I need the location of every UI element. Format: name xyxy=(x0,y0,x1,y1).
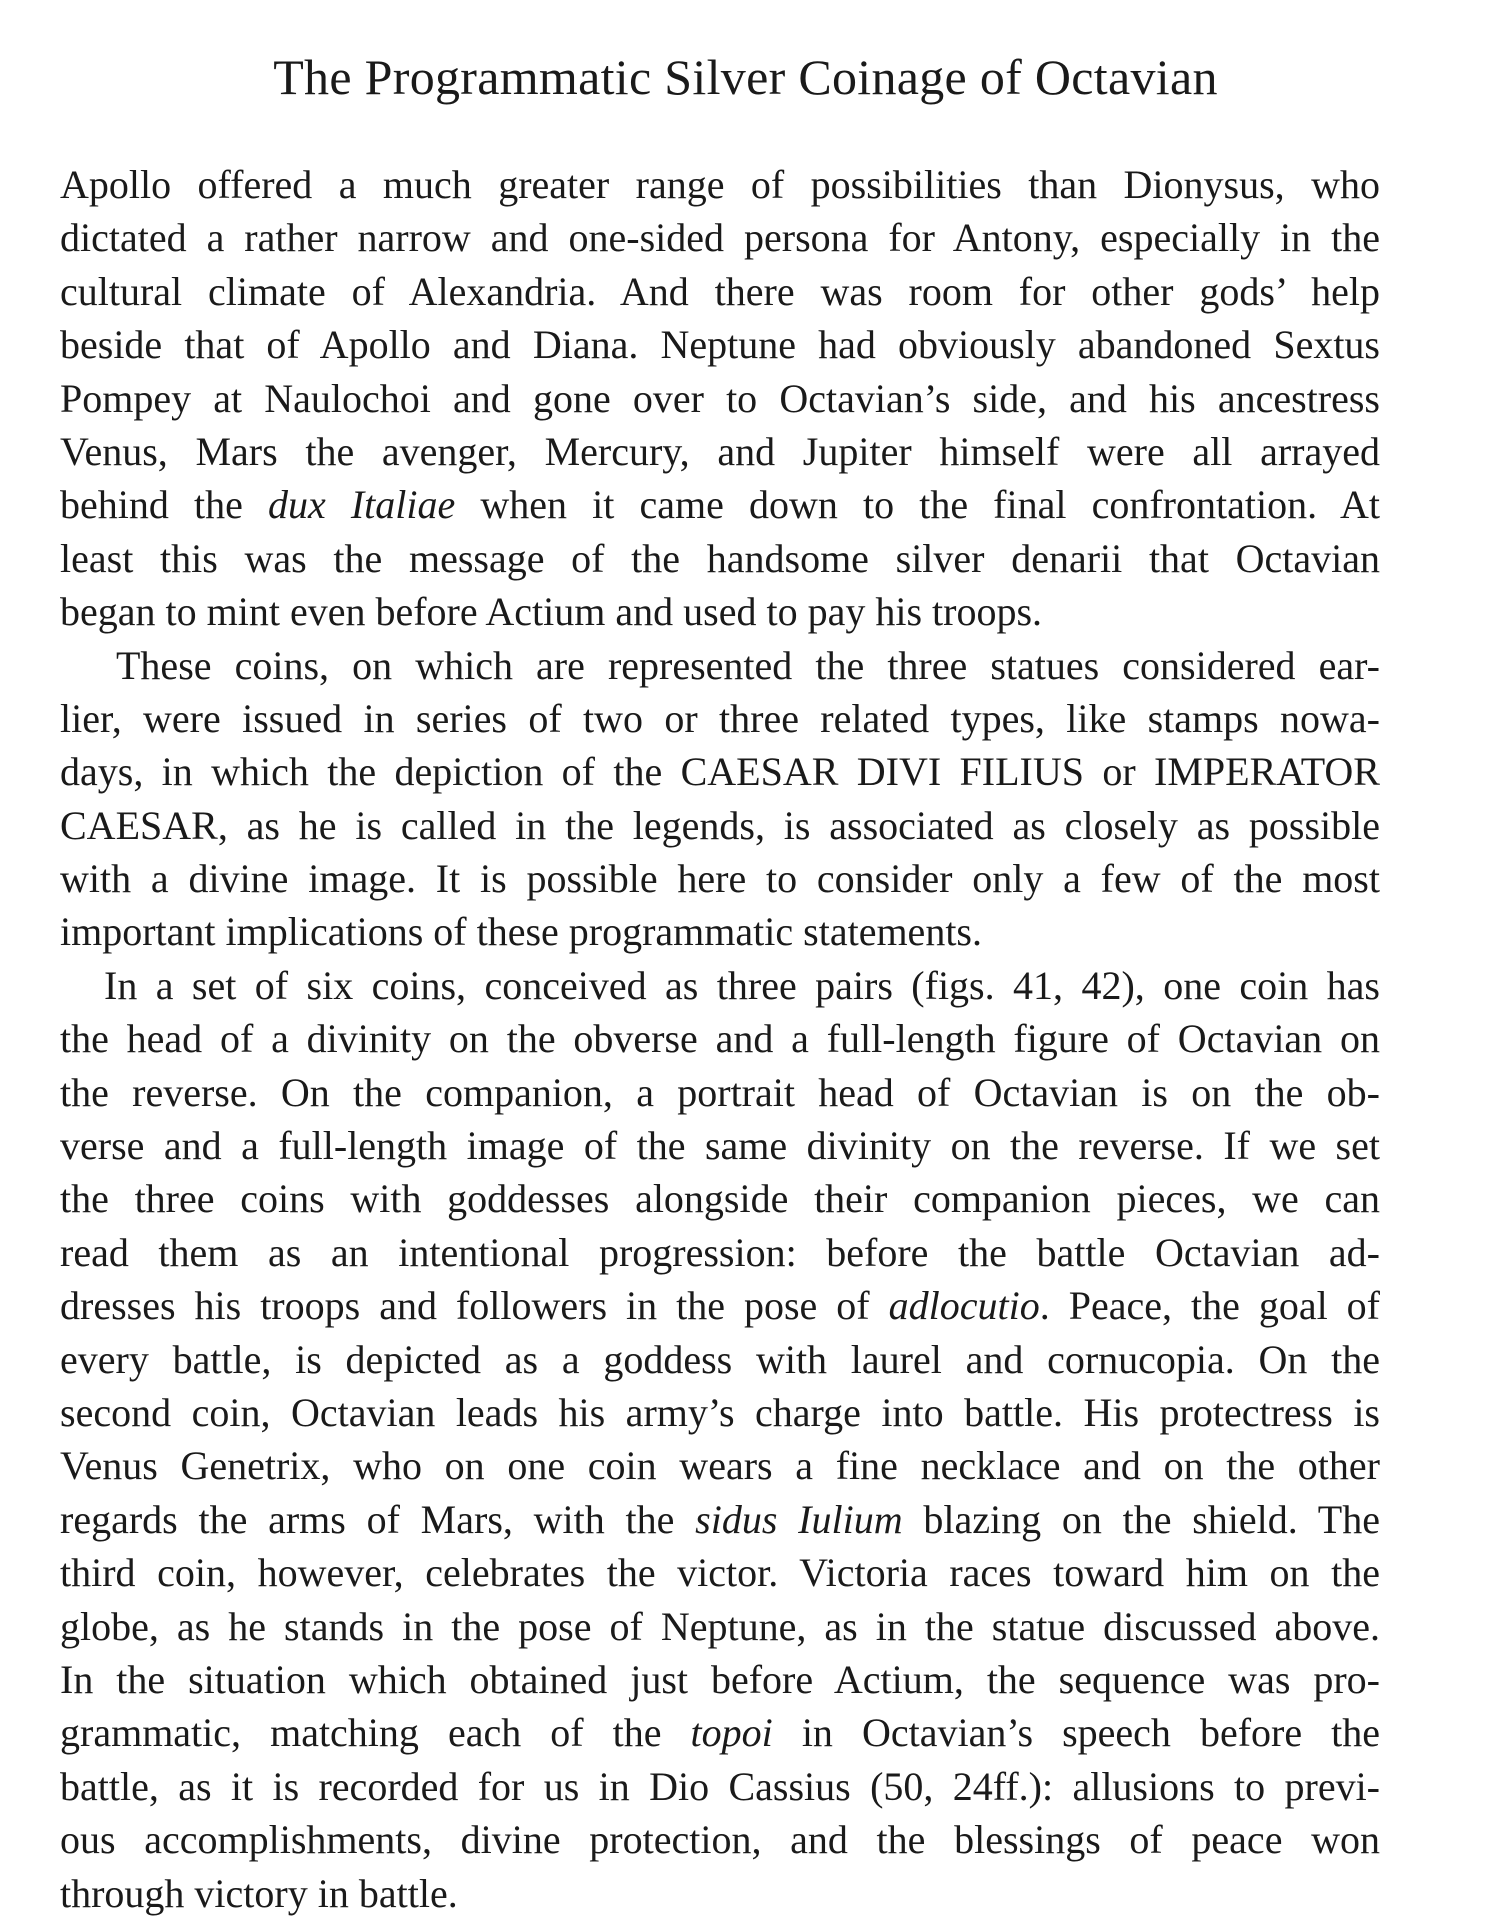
text-line xyxy=(60,425,1380,478)
text-line xyxy=(60,1760,1380,1813)
body-text xyxy=(60,158,1380,1920)
text-line xyxy=(60,1226,1380,1279)
text-segment: lier, were issued in series of two or three related types, like stamps nowa- xyxy=(60,695,1380,741)
text-segment: read them as an intentional progression: before the battle Octavian ad- xyxy=(60,1229,1380,1275)
text-line xyxy=(60,1600,1380,1653)
text-segment: Venus, Mars the avenger, Mercury, and Jupiter himself were all arrayed xyxy=(60,428,1380,474)
text-line xyxy=(60,372,1380,425)
text-line xyxy=(60,1546,1380,1599)
text-line xyxy=(60,1653,1380,1706)
text-line xyxy=(60,1119,1380,1172)
running-head: The Programmatic Silver Coinage of Octavian xyxy=(273,49,1218,105)
italic-phrase: dux Italiae xyxy=(267,482,456,528)
text-line xyxy=(60,692,1380,745)
text-line xyxy=(60,1493,1380,1546)
text-line xyxy=(60,211,1380,264)
text-segment: In a set of six coins, conceived as three pairs (figs. 41, 42), one coin has xyxy=(104,962,1380,1008)
text-segment: In the situation which obtained just before Actium, the sequence was pro- xyxy=(60,1656,1380,1702)
text-segment: second coin, Octavian leads his army’s charge into battle. His protectress is xyxy=(60,1389,1380,1435)
text-segment: began to mint even before Actium and used to pay his troops. xyxy=(60,589,1043,635)
text-segment: every battle, is depicted as a goddess with laurel and cornucopia. On the xyxy=(60,1336,1380,1382)
text-line xyxy=(60,1333,1380,1386)
text-line xyxy=(60,585,1380,638)
text-segment: dresses his troops and followers in the pose of xyxy=(60,1283,889,1329)
text-line xyxy=(60,745,1380,798)
text-segment: Venus Genetrix, who on one coin wears a fine necklace and on the other xyxy=(60,1443,1380,1489)
text-segment: globe, as he stands in the pose of Neptune, as in the statue discussed above. xyxy=(60,1603,1380,1649)
text-line xyxy=(60,158,1380,211)
text-segment: beside that of Apollo and Diana. Neptune had obviously abandoned Sextus xyxy=(60,322,1380,368)
text-line xyxy=(60,905,1380,958)
text-segment: blazing on the shield. The xyxy=(902,1496,1380,1542)
text-segment: dictated a rather narrow and one-sided persona for Antony, especially in the xyxy=(60,215,1380,261)
italic-phrase: sidus Iulium xyxy=(695,1496,903,1542)
italic-phrase: topoi xyxy=(690,1710,773,1756)
text-segment: CAESAR, as he is called in the legends, is associated as closely as possible xyxy=(60,802,1380,848)
text-line xyxy=(60,265,1380,318)
text-segment: the head of a divinity on the obverse and a full-length figure of Octavian on xyxy=(60,1016,1380,1062)
text-line xyxy=(60,1012,1380,1065)
text-segment: battle, as it is recorded for us in Dio Cassius (50, 24ff.): allusions to previ- xyxy=(60,1763,1380,1809)
text-segment: Apollo offered a much greater range of possibilities than Dionysus, who xyxy=(60,162,1380,207)
text-segment: behind the xyxy=(60,482,268,528)
text-segment: with a divine image. It is possible here to consider only a few of the most xyxy=(60,856,1380,902)
text-line xyxy=(60,1706,1380,1759)
text-segment: ous accomplishments, divine protection, and the blessings of peace won xyxy=(60,1817,1380,1863)
text-line xyxy=(60,1279,1380,1332)
text-segment: least this was the message of the handsome silver denarii that Octavian xyxy=(60,535,1380,581)
text-segment: grammatic, matching each of the xyxy=(60,1710,691,1756)
text-segment: the reverse. On the companion, a portrait head of Octavian is on the ob- xyxy=(60,1069,1380,1115)
text-segment: verse and a full-length image of the same divinity on the reverse. If we set xyxy=(60,1123,1380,1169)
text-line xyxy=(60,799,1380,852)
text-segment: regards the arms of Mars, with the xyxy=(60,1496,696,1542)
text-segment: third coin, however, celebrates the victor. Victoria races toward him on the xyxy=(60,1550,1380,1596)
italic-phrase: adlocutio xyxy=(888,1283,1040,1329)
text-line xyxy=(60,318,1380,371)
text-segment: important implications of these programmatic statements. xyxy=(60,909,982,955)
text-segment: days, in which the depiction of the CAESAR DIVI FILIUS or IMPERATOR xyxy=(60,749,1380,795)
text-segment: in Octavian’s speech before the xyxy=(772,1710,1380,1756)
text-segment: cultural climate of Alexandria. And there was room for other gods’ help xyxy=(60,268,1380,314)
text-line xyxy=(60,1813,1380,1866)
text-line xyxy=(60,1867,1380,1920)
text-line xyxy=(60,532,1380,585)
text-line xyxy=(60,959,1380,1012)
text-line xyxy=(60,1439,1380,1492)
text-line xyxy=(60,1172,1380,1225)
text-segment: Pompey at Naulochoi and gone over to Octavian’s side, and his ancestress xyxy=(60,375,1380,421)
text-line xyxy=(60,639,1380,692)
text-line xyxy=(60,1066,1380,1119)
text-segment: through victory in battle. xyxy=(60,1870,458,1916)
text-line xyxy=(60,478,1380,531)
text-line xyxy=(60,852,1380,905)
text-segment: the three coins with goddesses alongside their companion pieces, we can xyxy=(60,1176,1380,1222)
text-segment: when it came down to the final confrontation. At xyxy=(455,482,1380,528)
text-segment: . Peace, the goal of xyxy=(1039,1283,1380,1329)
text-line xyxy=(60,1386,1380,1439)
text-segment: These coins, on which are represented the three statues considered ear- xyxy=(116,642,1380,688)
